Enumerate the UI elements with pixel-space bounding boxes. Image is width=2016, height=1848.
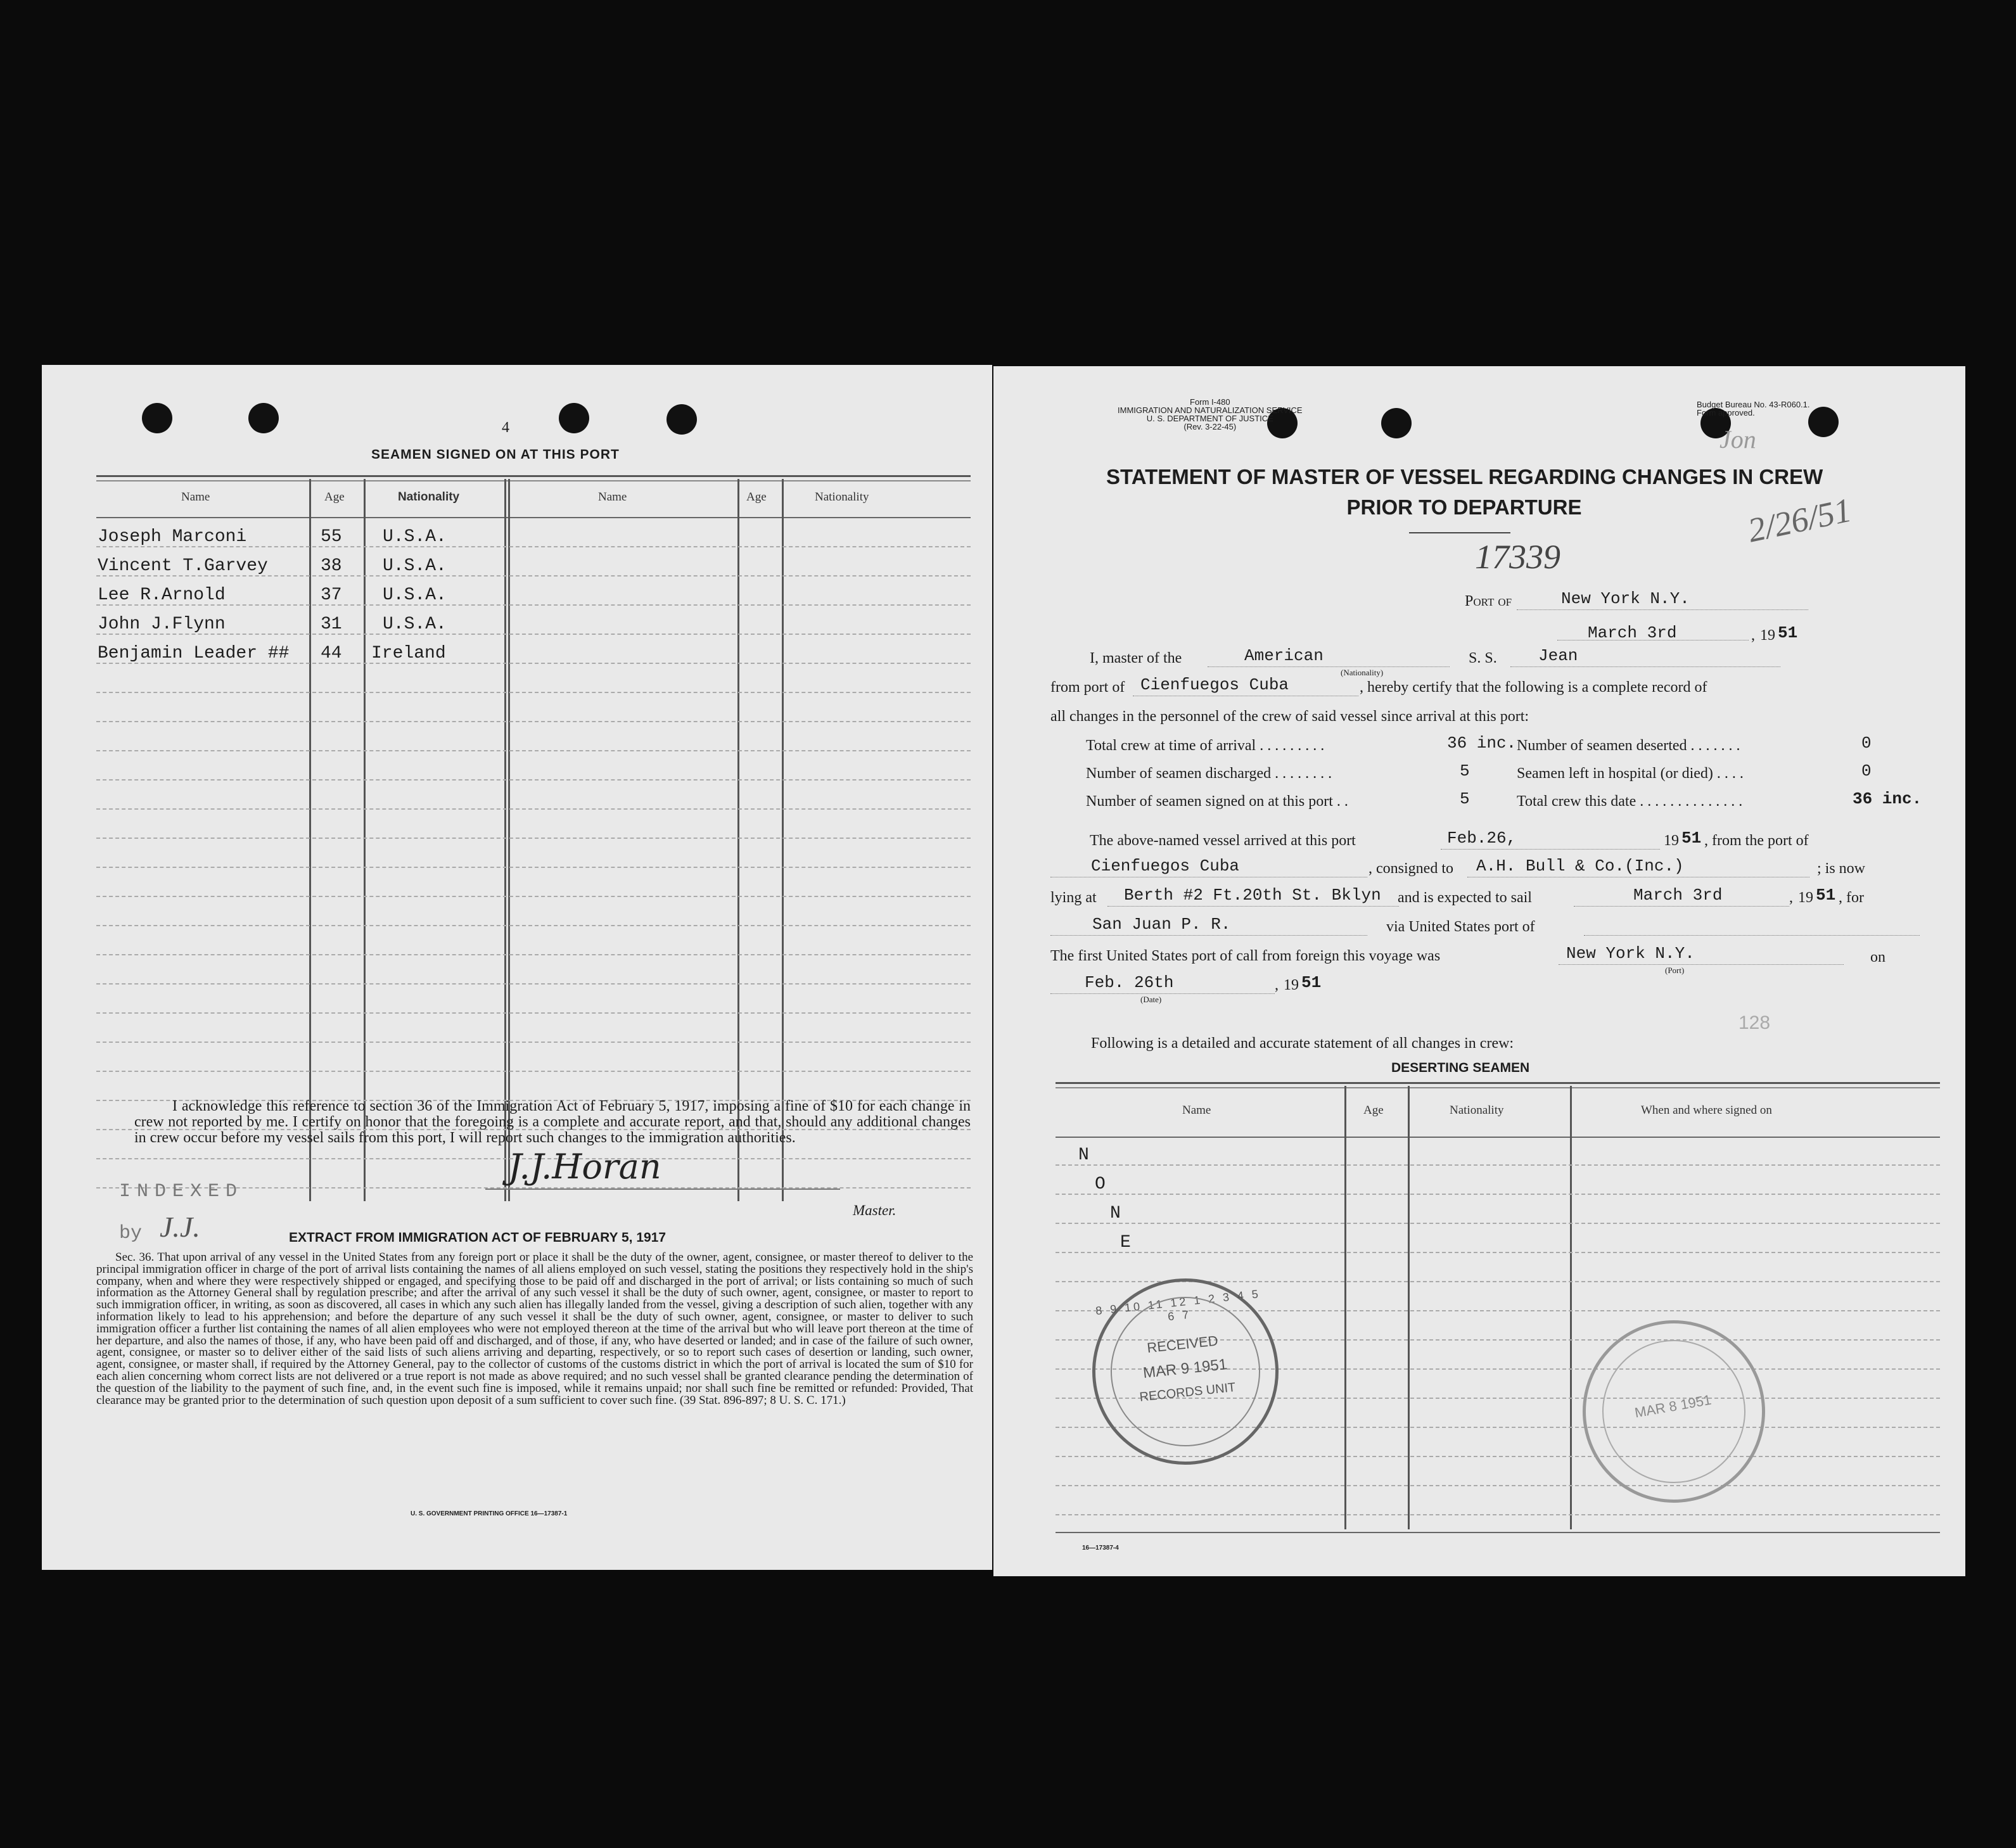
report-date: March 3rd [1588,623,1677,642]
table-rule [96,867,971,868]
indexed-stamp: INDEXED [119,1181,244,1202]
first-port-value: New York N.Y. [1566,944,1695,963]
table-rule [96,1042,971,1043]
expected-to-sail-label: and is expected to sail [1398,889,1532,906]
table-rule [1056,1514,1940,1515]
stamp-received-date: MAR 9 1951 [1142,1356,1228,1382]
acknowledgement-text: I acknowledge this reference to section 36 of the Immigration Act of February 5, 1917, imposing a fine of $10 for each change in crew not reported by me. I certify on honor that the foregoing is a complete and accurate report, and that, should any additional changes in crew occur before my vessel sails from this port, I will report such changes to the immigration authorities. [134,1098,971,1146]
sail-year: 51 [1816,886,1836,905]
table-rule [96,1071,971,1072]
vessel-name: Jean [1538,646,1578,665]
stat-label: Total crew at time of arrival . . . . . . . . . [1086,737,1325,754]
stat-value: 36 inc. [1853,789,1922,808]
seaman-nationality: U.S.A. [383,556,447,576]
printing-office-line: U. S. GOVERNMENT PRINTING OFFICE 16—17387-1 [411,1510,568,1517]
handwritten-file-number: 17339 [1475,538,1560,576]
port-caption: (Port) [1665,965,1685,975]
secondary-stamp-date: MAR 8 1951 [1633,1391,1713,1421]
punch-hole [1808,407,1839,437]
year-separator: , [1275,977,1279,993]
table-rule [1056,1485,1940,1486]
table-rule [96,721,971,722]
indexed-by-label: by [119,1223,143,1244]
berth-location: Berth #2 Ft.20th St. Bklyn [1124,886,1381,905]
none-letter: O [1095,1175,1106,1194]
seaman-age: 55 [321,527,342,547]
seaman-nationality: U.S.A. [383,527,447,547]
port-label: Port of [1465,593,1512,609]
stat-value: 36 inc. [1447,734,1517,753]
stat-label: Seamen left in hospital (or died) . . . . [1517,765,1744,782]
certify-text-2: all changes in the personnel of the crew of said vessel since arrival at this port: [1050,708,1529,725]
for-label: , for [1839,889,1864,906]
section-36-text: Sec. 36. That upon arrival of any vessel in the United States from any foreign port or place it shall be the duty of the owner, agent, consignee, or master thereof to deliver to the principal immigration officer in charge of the port of arrival lists containing the names of all aliens employed on such vessel, stating the positions they respectively hold in the ship's company, when and where they were respectively shipped or engaged, and specifying those to be paid off and discharged in the port of arrival; or lists containing so much of such information as the Attorney General shall by regulation prescribe; and after the arrival of any such vessel it shall be the duty of such owner, agent, consignee, or master to report to such immigration officer, in writing, as soon as discovered, all cases in which any such alien has illegally landed from the vessel, giving a description of such alien, together with any information likely to lead to his apprehension; and before the departure of any such vessel it shall be the duty of such owner, agent, consignee, or master to deliver to such immigration officer a further list containing the names of all alien employees who were not employed thereon at the time of the arrival but who will leave port thereon at the time of her departure, and also the names of those, if any, who have been paid off and discharged, and of those, if any, who have deserted or landed; and in case of the failure of such owner, agent, consignee, or master so to deliver either of the said lists of such aliens arriving and departing, respectively, or so to report such cases of desertion or landing, such owner, agent, consignee, or master shall, if required by the Attorney General, pay to the collector of customs of the customs district in which the port of arrival is located the sum of $10 for each alien concerning whom correct lists are not delivered or a true report is not made as above required; and no such vessel shall be granted clearance pending the determination of the question of the liability to the payment of such fine, and, in the event such fine is imposed, while it remains unpaid; nor shall such fine be remitted or refunded: Provided, That clearance may be granted prior to the determination of such question upon deposit of a sum sufficient to cover such fine. (39 Stat. 896-897; 8 U. S. C. 171.) [96,1251,973,1407]
seaman-name: John J.Flynn [98,615,226,634]
vessel-nationality: American [1244,646,1324,665]
table-rule [1056,1252,1940,1253]
stat-label: Number of seamen deserted . . . . . . . [1517,737,1740,754]
table-rule [96,954,971,955]
punch-hole [1381,408,1412,438]
handwritten-date: 2/26/51 [1744,490,1855,550]
seaman-name: Joseph Marconi [98,527,247,547]
seaman-nationality: Ireland [371,644,446,663]
arrived-text: The above-named vessel arrived at this port [1090,832,1356,849]
column-header-age-2: Age [746,490,767,504]
deserting-seamen-title: DESERTING SEAMEN [1391,1061,1530,1075]
stat-label: Number of seamen signed on at this port . . [1086,793,1348,810]
year-prefix: 19 [1760,627,1775,644]
consigned-to-label: , consigned to [1368,860,1453,877]
punch-hole [559,403,589,433]
deserting-header-age: Age [1363,1104,1384,1117]
seaman-name: Lee R.Arnold [98,585,226,605]
stat-value: 0 [1861,734,1872,753]
date-caption: (Date) [1140,995,1162,1004]
none-letter: N [1078,1145,1089,1165]
stamp-ring-digits: 8 9 10 11 12 1 2 3 4 5 6 7 [1095,1287,1261,1323]
year-separator: , [1789,889,1793,906]
sail-date: March 3rd [1633,886,1723,905]
margin-number: 128 [1738,1012,1771,1033]
nationality-caption: (Nationality) [1341,668,1384,677]
form-title-line-2: PRIOR TO DEPARTURE [1346,495,1582,519]
stat-label: Number of seamen discharged . . . . . . . . [1086,765,1332,782]
column-header-age: Age [324,490,345,504]
year-separator: , [1751,627,1755,644]
report-year: 51 [1778,623,1798,642]
table-rule [96,604,971,606]
arrival-date: Feb.26, [1447,829,1517,848]
table-rule [96,838,971,839]
right-page [993,366,1965,1576]
master-of-label: I, master of the [1090,650,1182,666]
handwritten-initials: Jon [1719,425,1756,454]
table-rule [96,925,971,926]
table-rule [1056,1223,1940,1224]
extract-title: EXTRACT FROM IMMIGRATION ACT OF FEBRUARY 5, 1917 [289,1230,667,1245]
certify-text: , hereby certify that the following is a complete record of [1360,679,1707,696]
column-header-name: Name [181,490,210,504]
deserting-header-signed-on: When and where signed on [1641,1104,1772,1117]
budget-bureau-block: Budget Bureau No. 43-R060.1. Form approved. [1697,400,1810,417]
on-label: on [1870,949,1885,965]
seaman-age: 31 [321,615,342,634]
table-rule [1056,1194,1940,1195]
table-rule [96,750,971,751]
from-the-port-label: , from the port of [1704,832,1809,849]
punch-hole [248,403,279,433]
column-header-name-2: Name [598,490,627,504]
page-number: 4 [502,419,509,436]
indexed-initials: J.J. [160,1211,200,1243]
deserting-header-nationality: Nationality [1450,1104,1504,1117]
table-rule [96,779,971,781]
column-header-nationality-2: Nationality [815,490,869,504]
stat-label: Total crew this date . . . . . . . . . . . . . . [1517,793,1743,810]
footer-code: 16—17387-4 [1082,1545,1119,1552]
received-stamp [1083,1269,1287,1474]
master-signature: J.J.Horan [508,1147,661,1187]
table-rule [96,634,971,635]
first-port-year: 51 [1301,973,1322,992]
first-port-date: Feb. 26th [1085,973,1174,992]
column-header-nationality: Nationality [398,490,460,504]
port-value: New York N.Y. [1561,589,1690,608]
left-page [42,365,992,1570]
table-rule [96,983,971,985]
form-number-block: Form I-480 IMMIGRATION AND NATURALIZATION SERVICE U. S. DEPARTMENT OF JUSTICE (Rev. 3-22-45) [1118,397,1303,431]
punch-hole [667,404,697,435]
is-now-label: ; is now [1817,860,1866,877]
table-rule [96,692,971,693]
punch-hole [142,403,172,433]
stamp-received-text: RECEIVED [1146,1332,1219,1356]
first-port-text: The first United States port of call from foreign this voyage was [1050,948,1441,964]
year-prefix: 19 [1798,889,1813,906]
stat-value: 0 [1861,762,1872,781]
seaman-age: 37 [321,585,342,605]
none-letter: E [1120,1233,1131,1252]
arrival-year: 51 [1681,829,1702,848]
ss-label: S. S. [1469,650,1497,666]
table-rule [96,896,971,897]
destination: San Juan P. R. [1092,915,1231,934]
from-port-label: from port of [1050,679,1125,696]
seaman-name: Benjamin Leader ## [98,644,290,663]
table-rule [96,1012,971,1014]
consignee: A.H. Bull & Co.(Inc.) [1476,857,1684,876]
seaman-age: 38 [321,556,342,576]
none-letter: N [1110,1204,1121,1223]
page-title: SEAMEN SIGNED ON AT THIS PORT [371,447,620,462]
arrival-from-port: Cienfuegos Cuba [1091,857,1240,876]
seaman-nationality: U.S.A. [383,585,447,605]
via-port-label: via United States port of [1386,919,1535,935]
stat-value: 5 [1460,762,1470,781]
deserting-header-name: Name [1182,1104,1211,1117]
from-port-value: Cienfuegos Cuba [1140,675,1289,694]
master-label: Master. [853,1202,896,1218]
following-text: Following is a detailed and accurate statement of all changes in crew: [1091,1035,1514,1052]
stat-value: 5 [1460,789,1470,808]
year-prefix: 19 [1664,832,1679,849]
table-rule [96,808,971,810]
stamp-records-unit: RECORDS UNIT [1139,1380,1237,1405]
seaman-name: Vincent T.Garvey [98,556,268,576]
seaman-age: 44 [321,644,342,663]
year-prefix: 19 [1284,977,1299,993]
form-title-line-1: STATEMENT OF MASTER OF VESSEL REGARDING CHANGES IN CREW [1106,465,1823,488]
lying-at-label: lying at [1050,889,1097,906]
table-rule [1056,1164,1940,1166]
seaman-nationality: U.S.A. [383,615,447,634]
